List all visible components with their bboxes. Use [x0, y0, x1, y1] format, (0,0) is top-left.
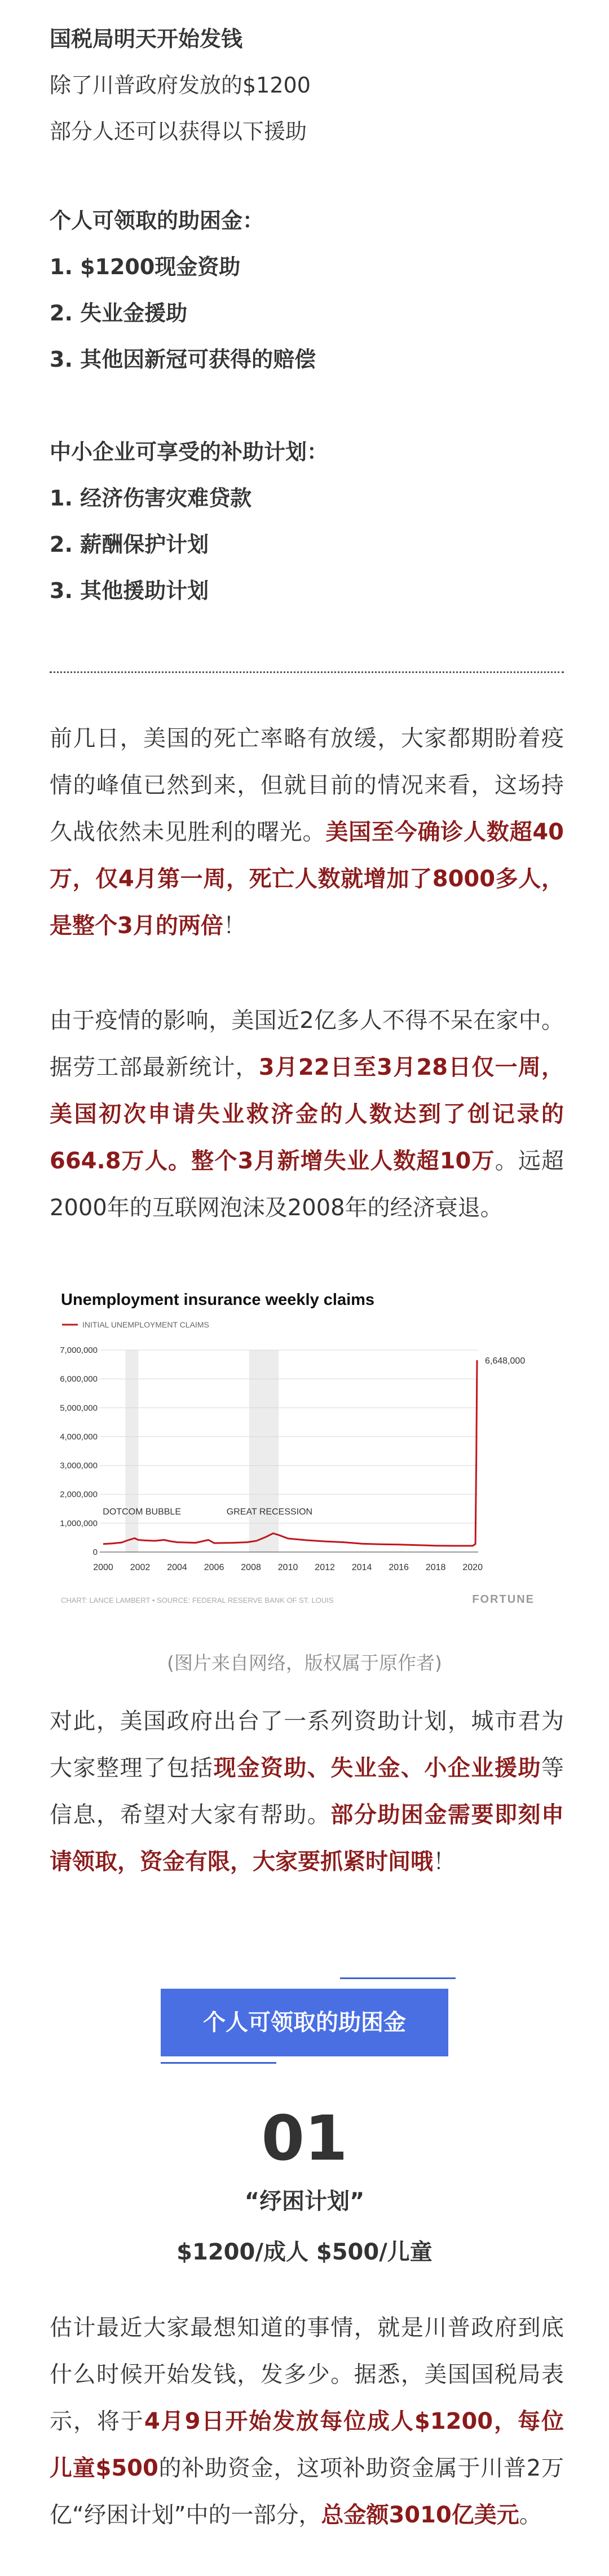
plan-name: “纾困计划”: [244, 2188, 365, 2214]
unemployment-claims-chart: [50, 1282, 559, 1619]
section-title: 个人可领取的助困金: [161, 1989, 448, 2056]
y-tick-label: 0: [92, 1548, 98, 1557]
list-item: 2. 失业金援助: [50, 301, 188, 326]
aid-amount: $1200/成人 $500/儿童: [176, 2239, 433, 2265]
x-tick-label: 2016: [389, 1563, 409, 1572]
business-aid-list: [50, 429, 564, 614]
chart-source: CHART: LANCE LAMBERT • SOURCE: FEDERAL RESERVE BANK OF ST. LOUIS: [61, 1596, 334, 1604]
highlight-text: 4月9日开始发放每位成人$1200，每位儿童$500: [50, 2408, 564, 2481]
chart-title: Unemployment insurance weekly claims: [61, 1291, 375, 1309]
y-tick-label: 4,000,000: [60, 1432, 98, 1442]
x-tick-label: 2020: [462, 1563, 483, 1572]
list-item: 1. 经济伤害灾难贷款: [50, 486, 252, 511]
personal-aid-list: [50, 197, 564, 383]
x-tick-label: 2018: [425, 1563, 446, 1572]
x-tick-label: 2004: [167, 1563, 187, 1572]
paragraph-unemployment: [50, 997, 564, 1232]
list-item: 1. $1200现金资助: [50, 254, 241, 279]
y-tick-label: 7,000,000: [60, 1346, 98, 1355]
x-tick-label: 2008: [241, 1563, 261, 1572]
intro-block: [50, 16, 564, 155]
highlight-text: 现金资助、失业金、小企业援助: [213, 1755, 542, 1781]
recession-shade: [249, 1350, 279, 1552]
x-tick-label: 2006: [204, 1563, 224, 1572]
paragraph-text: 对此，美国政府出台了一系列资助计划，城市君为大家整理了包括: [50, 1708, 564, 1781]
list-item: 2. 薪酬保护计划: [50, 532, 209, 557]
section-header: [0, 1977, 609, 2068]
paragraph-aid-summary: [50, 1698, 564, 1885]
peak-value-label: 6,648,000: [485, 1356, 526, 1366]
section-number: 01: [261, 2102, 348, 2174]
x-tick-label: 2014: [351, 1563, 372, 1572]
paragraph-text: ！: [433, 1849, 456, 1875]
paragraph-death-rate: [50, 715, 564, 949]
dotted-divider: [50, 671, 564, 673]
brand-logo: FORTUNE: [472, 1593, 535, 1606]
annotation-label: DOTCOM BUBBLE: [103, 1507, 181, 1517]
paragraph-text: 由于疫情的影响，美国近2亿多人不得不呆在家中。据劳工部最新统计，: [50, 1008, 564, 1080]
list-item: 3. 其他因新冠可获得的赔偿: [50, 347, 316, 372]
y-tick-label: 6,000,000: [60, 1374, 98, 1384]
highlight-text: 3月22日至3月28日仅一周，美国初次申请失业救济金的人数达到了创记录的664.8万人。整个3月新增失业人数超10万: [50, 1054, 564, 1174]
list-item: 3. 其他援助计划: [50, 578, 209, 603]
x-tick-label: 2010: [277, 1563, 298, 1572]
paragraph-stimulus: [50, 2305, 564, 2539]
y-tick-label: 1,000,000: [60, 1518, 98, 1528]
image-caption: (图片来自网络，版权属于原作者): [167, 1652, 442, 1674]
intro-line: 除了川普政府发放的$1200: [50, 73, 311, 98]
personal-aid-heading: 个人可领取的助困金：: [50, 208, 264, 233]
recession-shade: [125, 1350, 138, 1552]
section-accent-line: [161, 2062, 276, 2064]
paragraph-text: ！: [223, 913, 246, 939]
chart-svg: [50, 1282, 559, 1619]
paragraph-text: 等信息，希望对大家有帮助。: [50, 1755, 564, 1828]
paragraph-text: 估计最近大家最想知道的事情，就是川普政府到底什么时候开始发钱，发多少。据悉，美国国税局表示，将于: [50, 2315, 564, 2434]
paragraph-text: 。远超2000年的互联网泡沫及2008年的经济衰退。: [50, 1148, 564, 1221]
y-tick-label: 2,000,000: [60, 1489, 98, 1500]
paragraph-text: 。: [519, 2502, 542, 2528]
paragraph-text: 前几日，美国的死亡率略有放缓，大家都期盼着疫情的峰值已然到来，但就目前的情况来看，这场持久战依然未见胜利的曙光。: [50, 726, 564, 845]
legend-label: INITIAL UNEMPLOYMENT CLAIMS: [82, 1320, 209, 1329]
y-tick-label: 3,000,000: [60, 1461, 98, 1471]
business-aid-heading: 中小企业可享受的补助计划：: [50, 439, 329, 464]
section-accent-line: [340, 1977, 456, 1979]
highlight-text: 总金额3010亿美元: [321, 2502, 519, 2528]
highlight-text: 部分助困金需要即刻申请领取，资金有限，大家要抓紧时间哦: [50, 1802, 564, 1875]
intro-line: 部分人还可以获得以下援助: [50, 119, 307, 144]
x-tick-label: 2012: [315, 1563, 335, 1572]
intro-headline: 国税局明天开始发钱: [50, 27, 243, 51]
paragraph-text: 的补助资金，这项补助资金属于川普2万亿“纾困计划”中的一部分，: [50, 2455, 564, 2528]
x-tick-label: 2002: [130, 1563, 151, 1572]
annotation-label: GREAT RECESSION: [226, 1507, 313, 1517]
y-tick-label: 5,000,000: [60, 1403, 98, 1413]
x-tick-label: 2000: [93, 1563, 113, 1572]
highlight-text: 美国至今确诊人数超40万，仅4月第一周，死亡人数就增加了8000多人，是整个3月的两倍: [50, 819, 564, 939]
